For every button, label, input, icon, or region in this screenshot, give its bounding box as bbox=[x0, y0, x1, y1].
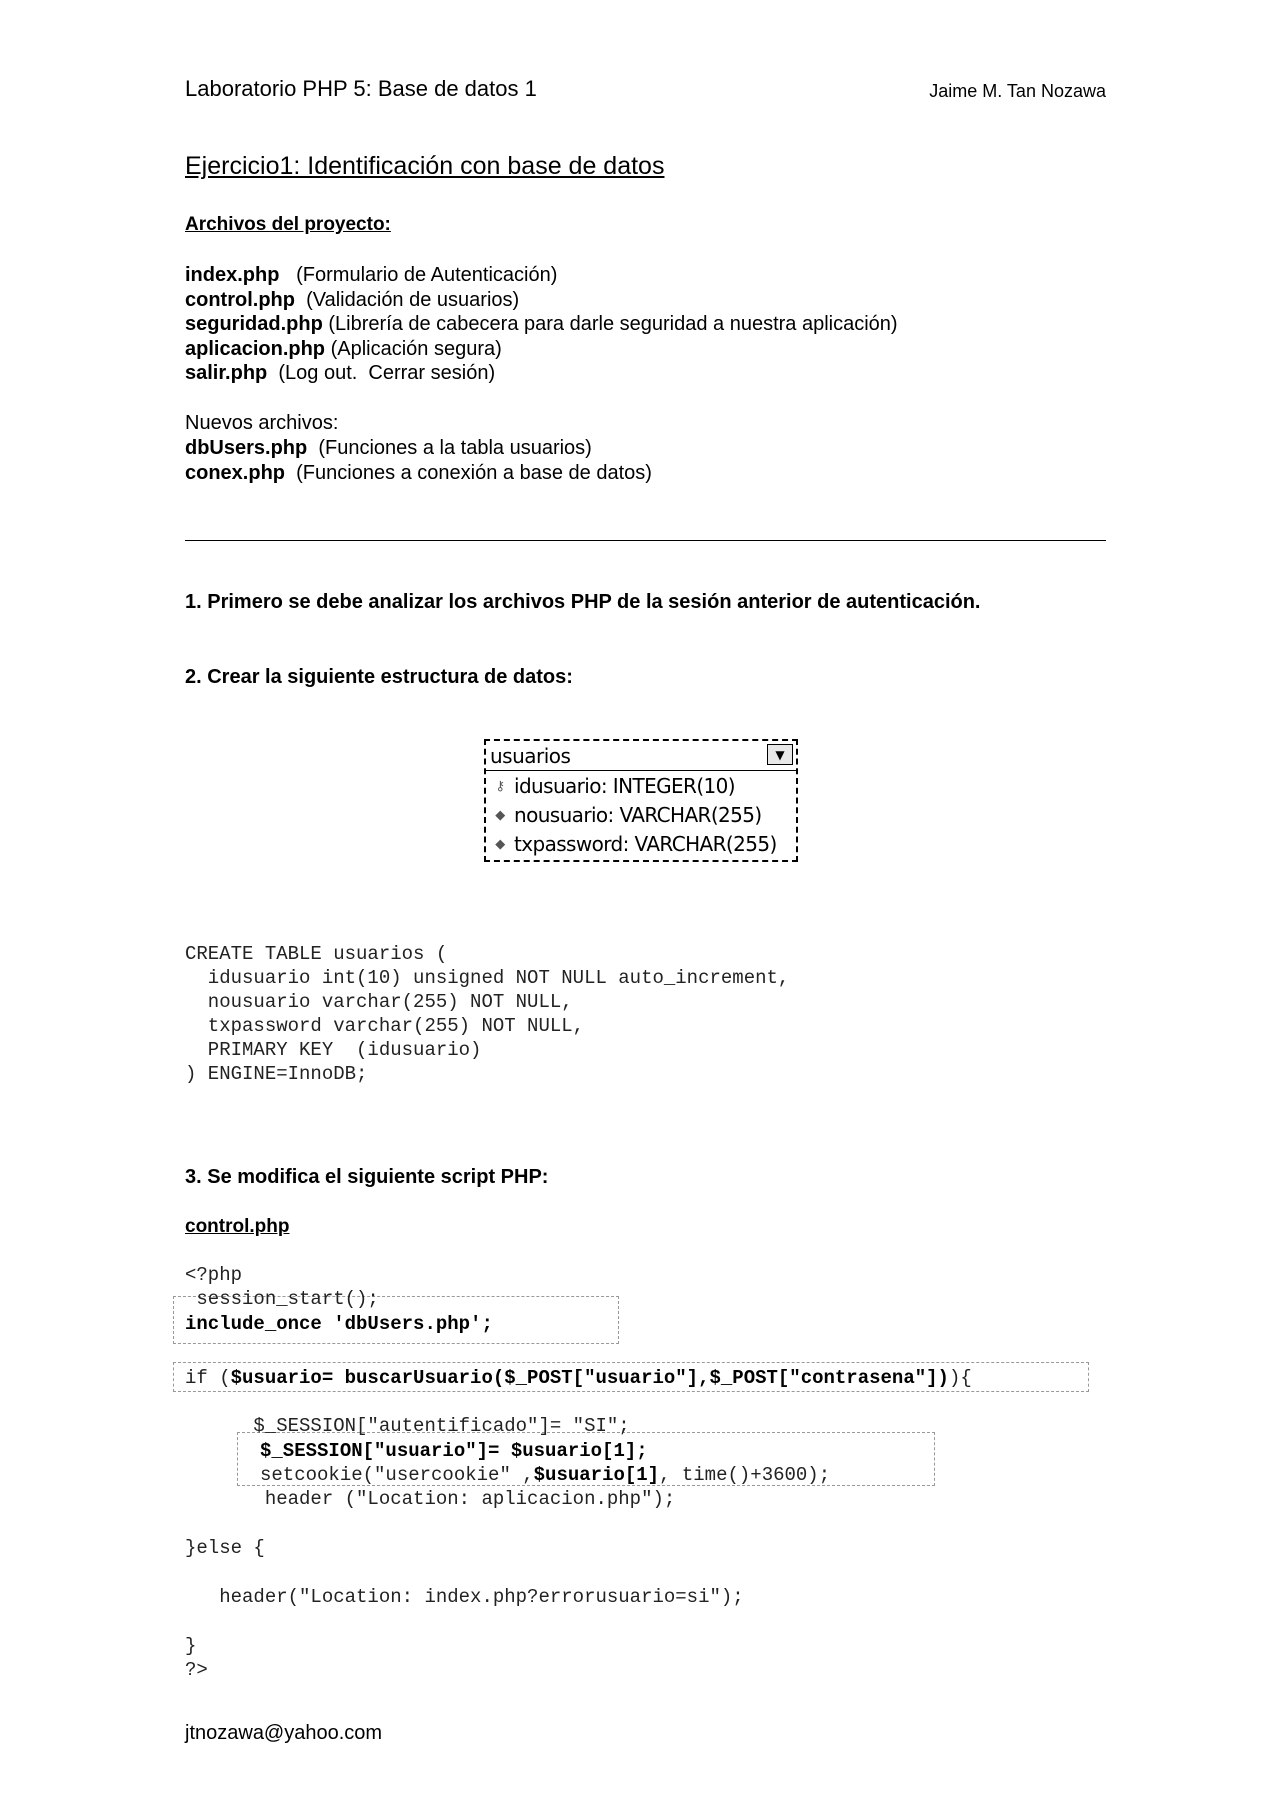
entity-attribute: ◆ txpassword: VARCHAR(255) bbox=[492, 832, 777, 856]
entity-attribute: ◆ nousuario: VARCHAR(255) bbox=[492, 803, 762, 827]
php-code-line: } bbox=[185, 1635, 197, 1657]
php-code-line: header ("Location: aplicacion.php"); bbox=[185, 1488, 676, 1510]
project-files-heading: Archivos del proyecto: bbox=[185, 214, 391, 235]
php-code-line: }else { bbox=[185, 1537, 265, 1559]
entity-attribute: ⚷ idusuario: INTEGER(10) bbox=[492, 774, 735, 798]
sql-code-line: txpassword varchar(255) NOT NULL, bbox=[185, 1015, 585, 1037]
file-item-conex: conex.php (Funciones a conexión a base de datos) bbox=[185, 462, 652, 484]
sql-code-line: idusuario int(10) unsigned NOT NULL auto_increment, bbox=[185, 967, 790, 989]
diamond-icon: ◆ bbox=[495, 836, 505, 852]
footer-email: jtnozawa@yahoo.com bbox=[185, 1722, 383, 1744]
section-divider bbox=[185, 540, 1106, 541]
usuarios-entity-box bbox=[484, 739, 798, 862]
new-files-heading: Nuevos archivos: bbox=[185, 412, 339, 434]
php-code-line: header("Location: index.php?errorusuario=si"); bbox=[185, 1586, 744, 1608]
diamond-icon: ◆ bbox=[495, 807, 505, 823]
php-code-line: if ($usuario= buscarUsuario($_POST["usuario"],$_POST["contrasena"])){ bbox=[185, 1367, 972, 1389]
key-icon: ⚷ bbox=[495, 778, 505, 794]
document-author: Jaime M. Tan Nozawa bbox=[929, 81, 1106, 101]
step-3: 3. Se modifica el siguiente script PHP: bbox=[185, 1166, 549, 1188]
document-header-title: Laboratorio PHP 5: Base de datos 1 bbox=[185, 76, 537, 101]
sql-code-line: nousuario varchar(255) NOT NULL, bbox=[185, 991, 573, 1013]
php-code-line: $_SESSION["autentificado"]= "SI"; bbox=[185, 1415, 630, 1437]
php-code-line: $_SESSION["usuario"]= $usuario[1]; bbox=[260, 1440, 648, 1462]
exercise-title: Ejercicio1: Identificación con base de datos bbox=[185, 152, 665, 180]
php-code-line: session_start(); bbox=[185, 1288, 379, 1310]
script-file-title: control.php bbox=[185, 1216, 290, 1237]
entity-name: usuarios bbox=[490, 743, 571, 768]
php-code-line: include_once 'dbUsers.php'; bbox=[185, 1313, 493, 1335]
file-item-control: control.php (Validación de usuarios) bbox=[185, 289, 520, 311]
step-2: 2. Crear la siguiente estructura de datos: bbox=[185, 666, 573, 688]
sql-code-line: ) ENGINE=InnoDB; bbox=[185, 1063, 368, 1085]
step-1: 1. Primero se debe analizar los archivos PHP de la sesión anterior de autenticación. bbox=[185, 591, 981, 613]
php-code-line: setcookie("usercookie" ,$usuario[1], time()+3600); bbox=[260, 1464, 831, 1486]
php-code-line: <?php bbox=[185, 1264, 243, 1286]
php-code-line: ?> bbox=[185, 1659, 208, 1681]
sql-code-line: PRIMARY KEY (idusuario) bbox=[185, 1039, 482, 1061]
file-item-aplicacion: aplicacion.php (Aplicación segura) bbox=[185, 338, 502, 360]
file-item-index: index.php (Formulario de Autenticación) bbox=[185, 264, 558, 286]
file-item-dbusers: dbUsers.php (Funciones a la tabla usuarios) bbox=[185, 437, 592, 459]
chevron-down-icon[interactable]: ▼ bbox=[767, 744, 793, 765]
sql-code-line: CREATE TABLE usuarios ( bbox=[185, 943, 448, 965]
entity-header bbox=[486, 741, 796, 771]
file-item-salir: salir.php (Log out. Cerrar sesión) bbox=[185, 362, 496, 384]
file-item-seguridad: seguridad.php (Librería de cabecera para darle seguridad a nuestra aplicación) bbox=[185, 313, 898, 335]
